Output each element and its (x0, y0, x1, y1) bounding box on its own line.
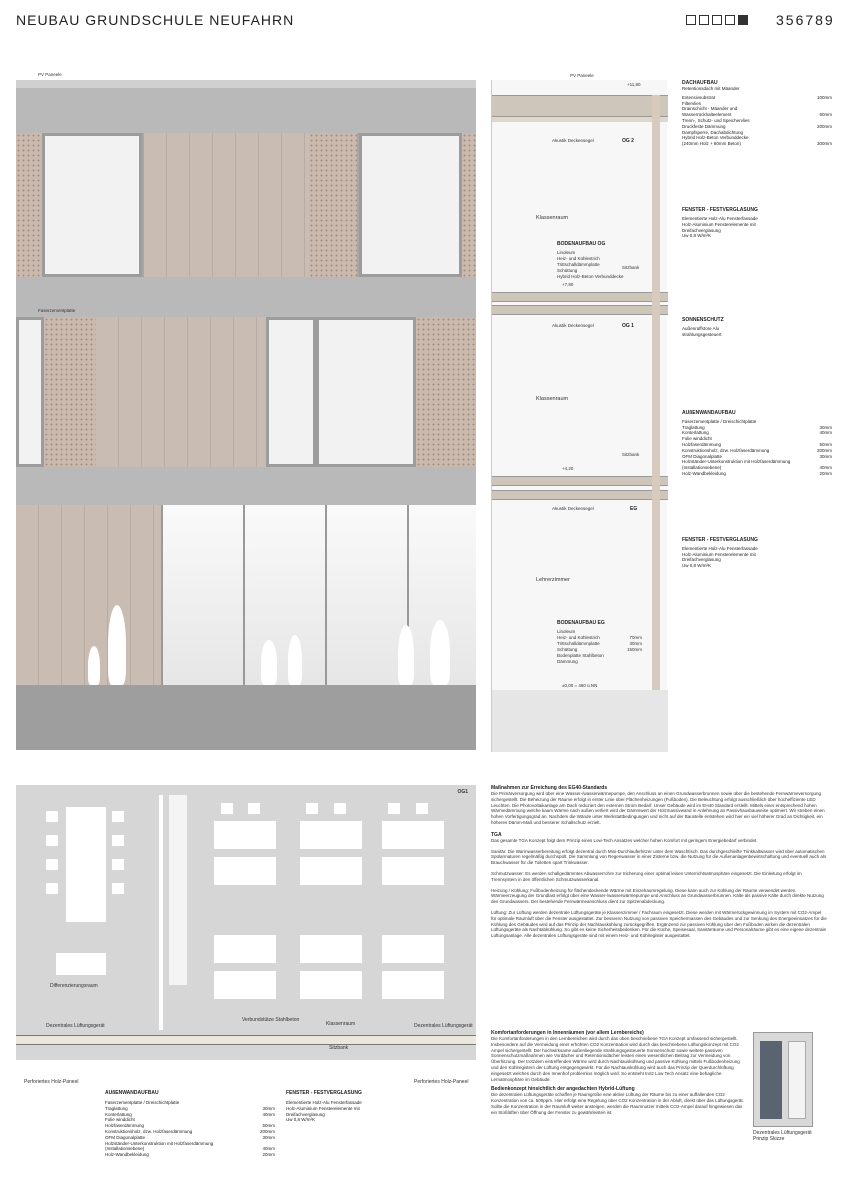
table (214, 821, 276, 849)
tga-body: Das gesamte TGA Konzept folgt dem Prinzip eines Low-Tech Ansatzes welcher hohen Komfort mit geringem Energiebedarf verbindet. (491, 837, 758, 843)
row-label: Konterlattung (105, 1111, 132, 1117)
chair (306, 803, 318, 814)
window-frame (760, 1041, 782, 1119)
window-line: Dreifachverglasung (286, 1111, 325, 1117)
row-label: Folie winddicht (682, 436, 712, 442)
child-silhouette (261, 640, 277, 685)
row-label: Holzständer-Unterkonstruktion mit Holzfaserdämmung (682, 459, 791, 465)
comfort-title: Komfortanforderungen in Innenräumen (vor allem Lernbereiche) (491, 1030, 644, 1036)
air-body: Lüftung: Zur Lüftung werden dezentrale Lüftungsgeräte je Klassenzimmer / Fachraum eingesetzt. Diese werden mit Wärmerückgewinnung im System mit CO2-Ampel für optimale Raumluft über die Fenster ausgestattet. Zur besseren Nutzung von passiven Speichermassen des Gebäudes und zur Senkung des Energieeinsatzes für die Kühlung des Gebäudes wird auf das Prinzip der Nachtauskühlung zurückgegriffen. Ergänzend zur passiven Kühlung über den Fußboden wirken die dezentralen Lüftungsgeräte als Nachtabkühlung. So gibt es keine Sicherheitsbedenken. Für die Küche, Speisesaal, Sanitärräume und Personalräume gibt es eine eigene dezentrale Lüftungsanlage. Alle dezentralen Lüftungsgeräte sind mit einem Heiz- und Kühlregister ausgestattet. (491, 909, 827, 939)
row-value: 50mm (819, 441, 832, 447)
chair (46, 883, 58, 894)
table (300, 821, 362, 849)
room-eg: Lehrerzimmer (536, 577, 570, 583)
row-label: Hybrid Holz-Beton Verbunddecke (682, 135, 749, 141)
og1-label: OG 1 (622, 323, 634, 329)
plan-cabinet (169, 795, 187, 985)
table (56, 953, 106, 975)
row-label: Trittschalldämmplatte (557, 641, 600, 646)
facade-window (316, 317, 416, 467)
child-silhouette (430, 620, 450, 685)
row-value: 200mm (259, 1128, 275, 1134)
table (214, 857, 276, 885)
table (382, 857, 444, 885)
chair (388, 803, 400, 814)
chair (248, 803, 260, 814)
roof-rows (682, 95, 832, 147)
window2-title: FENSTER - FESTVERGLASUNG (682, 536, 758, 543)
roof-title: DACHAUFBAU (682, 80, 718, 86)
row-value: 100mm (816, 94, 832, 100)
wall-title: AUßENWANDAUFBAU (682, 409, 736, 416)
row-value: 30mm (262, 1134, 275, 1140)
roof-slab (492, 95, 668, 117)
row-label: Faserzementplatte / Dreischichtplatte (682, 418, 757, 424)
eg40-title: Maßnahmen zur Erreichung des EG40-Standards (491, 785, 608, 791)
table (214, 935, 276, 963)
row-label: Filtervlies (682, 100, 702, 106)
ceiling-label: Akustik Deckensegel (552, 138, 594, 143)
indicator-box (725, 15, 735, 25)
floor-og-line: Schüttung (557, 268, 578, 273)
row-label: (Installationsebene) (682, 465, 722, 471)
pv-strip (16, 80, 476, 88)
floor-slab (492, 292, 668, 302)
window1-line: Elementierte Holz-Alu Fensterfassade (682, 215, 758, 221)
table (300, 935, 362, 963)
eg-label: EG (630, 506, 638, 512)
chair (46, 835, 58, 846)
roof-subtitle: Retentionsdach mit Mäander (682, 86, 740, 91)
floor-eg-row (557, 659, 642, 665)
chair (112, 811, 124, 822)
row-value: 40mm (819, 430, 832, 436)
row-label: Folie winddicht (105, 1117, 135, 1123)
plan-wall-rows (105, 1100, 275, 1158)
floor-plan (16, 785, 476, 1060)
row-label: Faserzementplatte / Dreischichtplatte (105, 1100, 180, 1105)
perforated-panel (309, 133, 357, 277)
facade-window (16, 317, 44, 467)
row-value: 40mm (262, 1111, 275, 1117)
operate-body: Die dezentralen Lüftungsgeräte schaffen je Raumgröße eine aktive Lüftung der Räume bis zu einer auffallenden CO2 Konzentration von ca. 500ppm. Hier erfolgt eine Regelung über CO2 Konzentration in der Abluft, direkt über das Lüftungsgerät. Sollte die Konzentration in der Raumluft weiter ansteigen, werden die Raumnutzer mittels CO2-Ampel darauf hingewiesen das ein Stoßlüften über Öffnung der Fenster zu gewährleisten ist. (491, 1092, 744, 1115)
ceiling-label: Akustik Deckensegel (552, 323, 594, 328)
row-label: Wasserrückhalteelement (682, 112, 732, 118)
chair (416, 803, 428, 814)
classroom-label: Klassenraum (326, 1021, 356, 1027)
row-value: 300mm (816, 141, 832, 147)
facade-elevation (16, 72, 476, 750)
perforated-panel (462, 133, 476, 277)
row-label: Trenn-, Schutz- und Speichervlies (682, 117, 750, 123)
window1-title: FENSTER - FESTVERGLASUNG (682, 206, 758, 213)
window2-line: Holz-Aluminium Fensterelemente mit (682, 551, 756, 557)
table (300, 857, 362, 885)
operate-title: Bedienkonzept hinsichtlich der angedachten Hybrid-Lüftung (491, 1086, 635, 1093)
wall-row (105, 1152, 275, 1158)
row-label: Druckfeste Dämmung (682, 123, 726, 129)
ventilation-photo (753, 1032, 813, 1127)
plan-wall (159, 795, 163, 1030)
row-label: Konterlattung (682, 430, 709, 436)
facade-band (16, 467, 476, 505)
table (382, 935, 444, 963)
plan-wall-legend (105, 1090, 275, 1158)
row-value: 70mm (629, 635, 642, 640)
legend-column (682, 80, 832, 569)
eg40-body: Die Primärversorgung wird über eine Wasser-/wasserwärmepumpe, den Anschluss an einen Grundwasserbrunnen sowie über die bestehende Fernwärmeversorgung sichergestellt. Die Beheizung der Räume erfolgt in erster Linie über Flächenheizungen (Fußboden). Die Beleuchtung erfolgt ausschließlich über hocheffiziente LED Leuchten. Die Photovoltaikanlage am Dach reduziert den externen Strom Bedarf. Unser Gebäude wird im EH40 Standard erstellt. Mittels einer entsprechend hohen Wärmedämmung welche kaum Wärme nach außen verliert wird der Dämmwert der Holzmassivwand in Anlehnung an Passivhausbauweise optimiert. Wir streben einen hohen Vorfertigungsgrad an. Nachdem die Wände unter Werkstattbedingungen und nicht auf der Baustelle entstehen wird hier ein viel höherer Grad an Dichtigkeit, ein höheres Dämm-Maß und besserer Schallschutz erzielt. (491, 791, 825, 825)
page-title: NEUBAU GRUNDSCHULE NEUFAHRN (16, 12, 295, 28)
wood-panel (96, 317, 266, 467)
row-label: Holzständer-Unterkonstruktion mit Holzfaserdämmung (105, 1140, 214, 1146)
plan-window-title: FENSTER - FESTVERGLASUNG (286, 1090, 362, 1096)
row-value: 200mm (816, 123, 832, 129)
plan-outer-wall (16, 1035, 476, 1045)
window-line: Holz-Aluminium Fensterelemente mit (286, 1105, 360, 1111)
facade-window (42, 133, 142, 277)
floor-eg-list (557, 629, 642, 665)
window2-line: Elementierte Holz-Alu Fensterfassade (682, 545, 758, 551)
wall-rows (682, 419, 832, 477)
child-silhouette (288, 635, 302, 685)
facade-window (359, 133, 462, 277)
waste-body: Schmutzwasser: Es werden schallgedämmtes Abwasserrohre zur Sicherung einer optimal leisen Unterrichtsatmosphäre eingesetzt. Die Einleitung erfolgt im Trennsystem in den öffentlichen Schmutzwasserkanal. (491, 870, 802, 882)
row-value: 30mm (819, 453, 832, 459)
indicator-box (699, 15, 709, 25)
window-line: Elementierte Holz-Alu Fensterfassade (286, 1100, 362, 1105)
pv-label: PV Paneele (38, 72, 62, 77)
perforated-panel (416, 317, 476, 467)
plan-window-legend (286, 1090, 436, 1123)
decentral-right-label: Dezentrales Lüftungsgerät (414, 1023, 473, 1029)
roof-row (682, 141, 832, 147)
tga-title: TGA (491, 831, 502, 838)
row-value: 40mm (262, 1146, 275, 1152)
row-label: Extensivsubstrat (682, 94, 716, 100)
photo-caption-1: Dezentrales Lüftungsgerät (753, 1130, 812, 1136)
window2-line: Uw 0,8 W/m²K (682, 563, 712, 569)
perforated-panel (16, 133, 42, 277)
perforated-panel (44, 317, 96, 467)
row-value: 30mm (819, 424, 832, 430)
person-silhouette (108, 605, 126, 685)
chair (46, 859, 58, 870)
chair (112, 883, 124, 894)
row-value: 20mm (819, 470, 832, 476)
facade-band (16, 277, 476, 317)
row-value: 150mm (626, 647, 642, 652)
glass-facade (161, 505, 243, 685)
chair (46, 811, 58, 822)
row-label: Heiz- und Kühlestrich (557, 635, 600, 640)
facade-window (266, 317, 316, 467)
plan-bench-label: Sitzbank (329, 1045, 349, 1051)
row-value: 60mm (819, 112, 832, 118)
floor-slab (492, 305, 668, 315)
page-indicator (686, 15, 748, 25)
level-780: +7,80 (562, 282, 574, 287)
row-label: Holz-Wandbekleidung (105, 1152, 149, 1158)
perf-left-label: Perforiertes Holz-Paneel (24, 1079, 79, 1085)
floor-og-line: Heiz- und Kühlestrich (557, 256, 600, 261)
building-section (491, 73, 667, 752)
sanitary-body: Sanitär: Die Warmwasserbereitung erfolgt dezentral durch Mini-Durchlauferhitzer unter dem Waschtisch. Das durchgeschleifte Trinkkaltwasser wird über automatischen Spülarmaturen regelmäßig durchspült. Die Sammlung von Regenwasser in einer Zisterne bzw. die Nutzung für die Außenanlagenbewirtschaftung und eventuell auch als Brauchwasser für die Toiletten spart Trinkwasser. (491, 848, 827, 866)
row-label: Konstruktionsholz, dzw. Holzfaserdämmung (105, 1128, 193, 1134)
floor-og-line: Trittschalldämmplatte (557, 262, 600, 267)
section-wall (652, 95, 660, 690)
row-label: OFM Diagonalplatte (105, 1134, 146, 1140)
row-label: Traglattung (682, 424, 705, 430)
room-og2: Klassenraum (536, 215, 569, 221)
wood-panel (144, 133, 309, 277)
ventilation-unit (788, 1041, 806, 1119)
indicator-box-active (738, 15, 748, 25)
wall-row (682, 471, 832, 477)
column-label: Verbundstütze Stahlbeton (242, 1017, 300, 1023)
plan-og-label: OG1 (457, 789, 468, 795)
sun-line: strahlungsgesteuert (682, 331, 722, 337)
floor-og-line: Hybrid Holz-Beton Verbunddecke (557, 274, 624, 279)
window2-line: Dreifachverglasung (682, 557, 721, 563)
project-code: 356789 (776, 12, 835, 28)
table (300, 971, 362, 999)
window1-line: Dreifachverglasung (682, 227, 721, 233)
comfort-block (491, 1030, 746, 1116)
decentral-left-label: Dezentrales Lüftungsgerät (46, 1023, 105, 1029)
text-block (491, 785, 827, 939)
row-value: 30mm (262, 1105, 275, 1111)
row-value: 50mm (262, 1123, 275, 1129)
bench-label: Sitzbank (622, 452, 640, 457)
glass-facade (243, 505, 325, 685)
chair (112, 835, 124, 846)
level-0: ±0,00 = 460 ü.NN (562, 683, 598, 688)
fiber-label: Faserzementplatte (38, 308, 76, 313)
floor-og-title: BODENAUFBAU OG (557, 241, 606, 247)
row-label: Konstruktionsholz, dzw. Holzfaserdämmung (682, 447, 770, 453)
table (214, 971, 276, 999)
row-value: 30mm (629, 641, 642, 646)
indicator-box (686, 15, 696, 25)
room-og1: Klassenraum (536, 396, 569, 402)
indicator-box (712, 15, 722, 25)
row-label: Schüttung (557, 647, 578, 652)
row-label: OFM Diagonalplatte (682, 453, 723, 459)
floor-slab (492, 490, 668, 500)
chair (221, 803, 233, 814)
plan-wall-title: AUßENWANDAUFBAU (105, 1090, 159, 1096)
row-value: 200mm (816, 447, 832, 453)
floor-og-line: Linoleum (557, 250, 576, 255)
row-value: 20mm (262, 1152, 275, 1158)
perf-right-label: Perforiertes Holz-Paneel (414, 1079, 469, 1085)
sun-title: SONNENSCHUTZ (682, 317, 724, 324)
window-line: Uw 0,8 W/m²K (286, 1117, 316, 1123)
floor-slab (492, 476, 668, 486)
window1-lines (682, 216, 832, 239)
og2-label: OG 2 (622, 138, 634, 144)
photo-caption-2: Prinzip Skizze (753, 1136, 785, 1142)
row-label: Traglattung (105, 1105, 128, 1111)
ceiling (492, 117, 668, 122)
ceiling-label: Akustik Deckensegel (552, 506, 594, 511)
section-pv-label: PV Paneele (570, 73, 594, 78)
row-value: 40mm (819, 465, 832, 471)
row-label: Linoleum (557, 629, 576, 634)
sun-line: Außenraffstore Alu (682, 326, 720, 332)
table (382, 971, 444, 999)
section-ground (492, 690, 668, 752)
section-level-top: +11,80 (627, 82, 641, 87)
comfort-body: Die Komfortanforderungen in den Lernbereichen wird durch das oben beschriebene TGA Konzept umfassend sichergestellt. Insbesondere auf die Vermeidung einer erhöhten CO2 Konzentration wird durch das beschriebene Lüftungskonzept mit CO2 Ampel sichergestellt. Der hochwirksame außenliegende strahlungsgesteuerte Sonnenschutz sowie weitere passiven Sonnenschutzmaßnahmen wie Vordächer und Retentionsdächer leisten einen wesentlichen Beitrag zur Vermeidung von Überhitzung. Der trotzdem eintreffenden Wärme wird durch Nachtauskühlung und passive Kühlung mittels Fußbodenheizung und den Kühlregistern der Lüftung entgegengewirkt. Für die Nachtauskühlung wird auch das Prinzip der Querdurchlüftung eingesetzt welches durch den Innenhof problemlos möglich wird. So entsteht trotz Low Tech Ansatz eine behagliche Lernatmosphäre im Gebäude. (491, 1036, 740, 1082)
sun-lines (682, 326, 832, 338)
heat-body: Heizung / Kühlung: Fußbodenheizung für flächendeckende Wärme mit Einzelraumregelung. Diese kann auch zur Kühlung der Räume verwendet werden. Wärmeerzeugung der Grundlast erfolgt über eine Wasser-/wasserwärmepumpe und Anschluss an Grundwasserbrunnen. Kälte als passive Kälte durch direkte Nutzung des Grundwassers. Der bestehende Fernwärmeanschluss dient zur Spitzenabdeckung. (491, 887, 824, 905)
row-label: Holz-Wandbekleidung (682, 470, 726, 476)
facade-band (16, 88, 476, 133)
table (382, 821, 444, 849)
level-420: +4,20 (562, 466, 574, 471)
row-label: (Installationsebene) (105, 1146, 145, 1152)
diff-room-label: Differenzierungsraum (50, 983, 98, 989)
table (66, 807, 106, 922)
bench-label: Sitzbank (622, 265, 640, 270)
glass-facade (325, 505, 407, 685)
window2-lines (682, 546, 832, 569)
window1-line: Holz-Aluminium Fensterelemente mit (682, 221, 756, 227)
floor-eg-title: BODENAUFBAU EG (557, 620, 605, 626)
chair (112, 859, 124, 870)
row-label: Drainschicht - Mäander und (682, 106, 738, 112)
window1-line: Uw 0,8 W/m²K (682, 233, 712, 239)
row-label: (240mm Holz + 60mm Beton) (682, 141, 741, 147)
row-label: Bodenplatte Stahlbeton (557, 653, 604, 658)
row-label: Dampfsperre, Dachabdichtung (682, 129, 744, 135)
child-silhouette (88, 646, 100, 685)
ground (16, 685, 476, 750)
row-label: Holzfaserdämmung (682, 441, 722, 447)
row-label: Holzfaserdämmung (105, 1123, 145, 1129)
child-silhouette (398, 625, 414, 685)
chair (334, 803, 346, 814)
plan-window-lines (286, 1100, 436, 1123)
row-label: Dämmung (557, 659, 578, 664)
